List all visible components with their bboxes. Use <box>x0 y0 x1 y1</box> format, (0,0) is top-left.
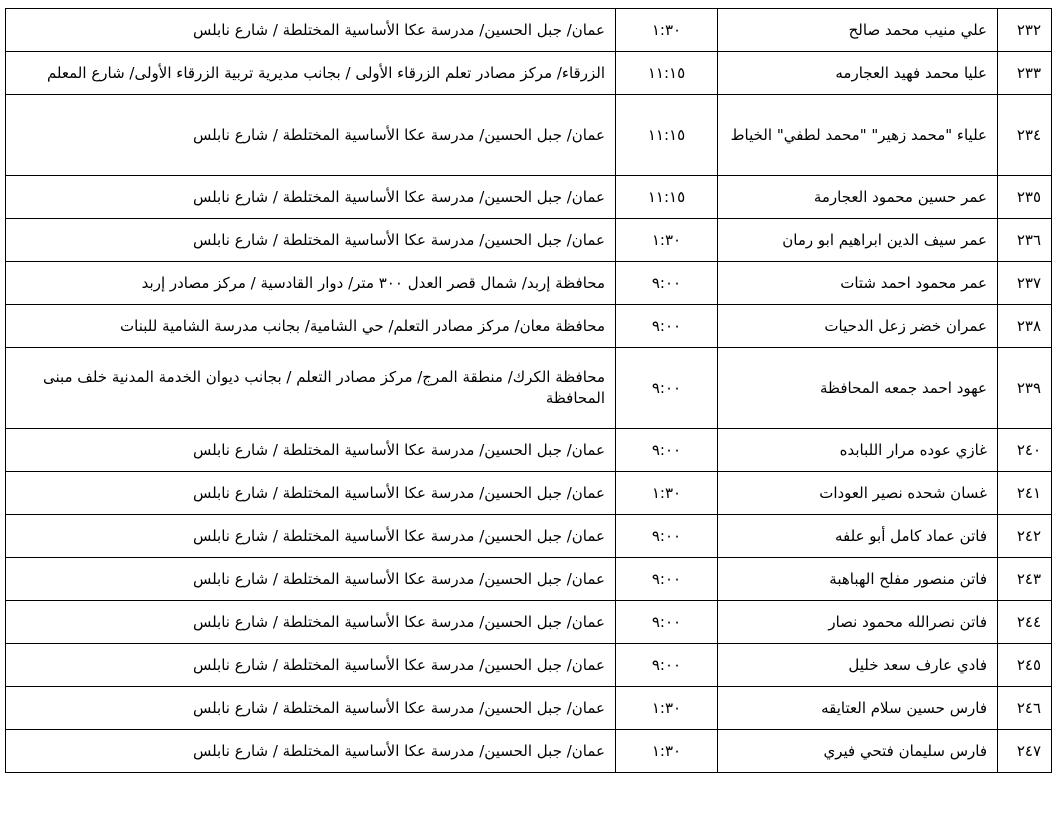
exam-location: محافظة إربد/ شمال قصر العدل ٣٠٠ متر/ دوار القادسية / مركز مصادر إربد <box>6 262 616 305</box>
table-row <box>6 429 1052 472</box>
exam-location: عمان/ جبل الحسين/ مدرسة عكا الأساسية المختلطة / شارع نابلس <box>6 515 616 558</box>
exam-time: ٩:٠٠ <box>616 601 718 644</box>
person-name: فاتن منصور مفلح الهباهبة <box>718 558 998 601</box>
table-row <box>6 9 1052 52</box>
table-row <box>6 95 1052 176</box>
row-number: ٢٤٥ <box>998 644 1052 687</box>
row-number: ٢٤٦ <box>998 687 1052 730</box>
exam-location: محافظة معان/ مركز مصادر التعلم/ حي الشامية/ بجانب مدرسة الشامية للبنات <box>6 305 616 348</box>
row-number: ٢٣٦ <box>998 219 1052 262</box>
row-number: ٢٣٧ <box>998 262 1052 305</box>
exam-location: عمان/ جبل الحسين/ مدرسة عكا الأساسية المختلطة / شارع نابلس <box>6 472 616 515</box>
exam-location: الزرقاء/ مركز مصادر تعلم الزرقاء الأولى / بجانب مديرية تربية الزرقاء الأولى/ شارع المعلم <box>6 52 616 95</box>
table-row <box>6 558 1052 601</box>
exam-time: ١:٣٠ <box>616 9 718 52</box>
table-row <box>6 601 1052 644</box>
table-row <box>6 515 1052 558</box>
table-row <box>6 219 1052 262</box>
table-row <box>6 644 1052 687</box>
exam-time: ٩:٠٠ <box>616 429 718 472</box>
row-number: ٢٣٥ <box>998 176 1052 219</box>
person-name: عليا محمد فهيد العجارمه <box>718 52 998 95</box>
person-name: عمر محمود احمد شتات <box>718 262 998 305</box>
exam-time: ٩:٠٠ <box>616 558 718 601</box>
exam-time: ٩:٠٠ <box>616 348 718 429</box>
person-name: فارس سليمان فتحي فيري <box>718 730 998 773</box>
row-number: ٢٣٤ <box>998 95 1052 176</box>
exam-location: عمان/ جبل الحسين/ مدرسة عكا الأساسية المختلطة / شارع نابلس <box>6 9 616 52</box>
person-name: عمر حسين محمود العجارمة <box>718 176 998 219</box>
exam-location: عمان/ جبل الحسين/ مدرسة عكا الأساسية المختلطة / شارع نابلس <box>6 95 616 176</box>
exam-time: ١:٣٠ <box>616 219 718 262</box>
exam-time: ٩:٠٠ <box>616 644 718 687</box>
row-number: ٢٤٧ <box>998 730 1052 773</box>
table-row <box>6 687 1052 730</box>
row-number: ٢٤٠ <box>998 429 1052 472</box>
table-row <box>6 472 1052 515</box>
row-number: ٢٣٣ <box>998 52 1052 95</box>
person-name: علياء "محمد زهير" "محمد لطفي" الخياط <box>718 95 998 176</box>
person-name: فادي عارف سعد خليل <box>718 644 998 687</box>
table-row <box>6 348 1052 429</box>
table-row <box>6 262 1052 305</box>
row-number: ٢٤٢ <box>998 515 1052 558</box>
exam-location: عمان/ جبل الحسين/ مدرسة عكا الأساسية المختلطة / شارع نابلس <box>6 644 616 687</box>
person-name: عهود احمد جمعه المحافظة <box>718 348 998 429</box>
table-row <box>6 52 1052 95</box>
exam-time: ٩:٠٠ <box>616 515 718 558</box>
exam-time: ١١:١٥ <box>616 52 718 95</box>
exam-location: محافظة الكرك/ منطقة المرج/ مركز مصادر التعلم / بجانب ديوان الخدمة المدنية خلف مبنى المحافظة <box>6 348 616 429</box>
exam-time: ١:٣٠ <box>616 730 718 773</box>
roster-body <box>6 9 1052 773</box>
person-name: غازي عوده مرار اللبابده <box>718 429 998 472</box>
exam-time: ١١:١٥ <box>616 95 718 176</box>
person-name: فاتن عماد كامل أبو علفه <box>718 515 998 558</box>
exam-time: ٩:٠٠ <box>616 262 718 305</box>
exam-location: عمان/ جبل الحسين/ مدرسة عكا الأساسية المختلطة / شارع نابلس <box>6 219 616 262</box>
row-number: ٢٣٨ <box>998 305 1052 348</box>
exam-location: عمان/ جبل الحسين/ مدرسة عكا الأساسية المختلطة / شارع نابلس <box>6 429 616 472</box>
exam-location: عمان/ جبل الحسين/ مدرسة عكا الأساسية المختلطة / شارع نابلس <box>6 601 616 644</box>
row-number: ٢٣٩ <box>998 348 1052 429</box>
exam-time: ١:٣٠ <box>616 687 718 730</box>
exam-location: عمان/ جبل الحسين/ مدرسة عكا الأساسية المختلطة / شارع نابلس <box>6 687 616 730</box>
exam-time: ١١:١٥ <box>616 176 718 219</box>
exam-location: عمان/ جبل الحسين/ مدرسة عكا الأساسية المختلطة / شارع نابلس <box>6 176 616 219</box>
row-number: ٢٤٤ <box>998 601 1052 644</box>
person-name: فاتن نصرالله محمود نصار <box>718 601 998 644</box>
exam-roster-table <box>5 8 1052 773</box>
table-row <box>6 176 1052 219</box>
row-number: ٢٤٣ <box>998 558 1052 601</box>
person-name: عمر سيف الدين ابراهيم ابو رمان <box>718 219 998 262</box>
exam-location: عمان/ جبل الحسين/ مدرسة عكا الأساسية المختلطة / شارع نابلس <box>6 730 616 773</box>
exam-time: ١:٣٠ <box>616 472 718 515</box>
person-name: عمران خضر زعل الدحيات <box>718 305 998 348</box>
table-row <box>6 730 1052 773</box>
row-number: ٢٣٢ <box>998 9 1052 52</box>
person-name: علي منيب محمد صالح <box>718 9 998 52</box>
exam-location: عمان/ جبل الحسين/ مدرسة عكا الأساسية المختلطة / شارع نابلس <box>6 558 616 601</box>
person-name: غسان شحده نصير العودات <box>718 472 998 515</box>
person-name: فارس حسين سلام العتايقه <box>718 687 998 730</box>
row-number: ٢٤١ <box>998 472 1052 515</box>
table-row <box>6 305 1052 348</box>
exam-time: ٩:٠٠ <box>616 305 718 348</box>
